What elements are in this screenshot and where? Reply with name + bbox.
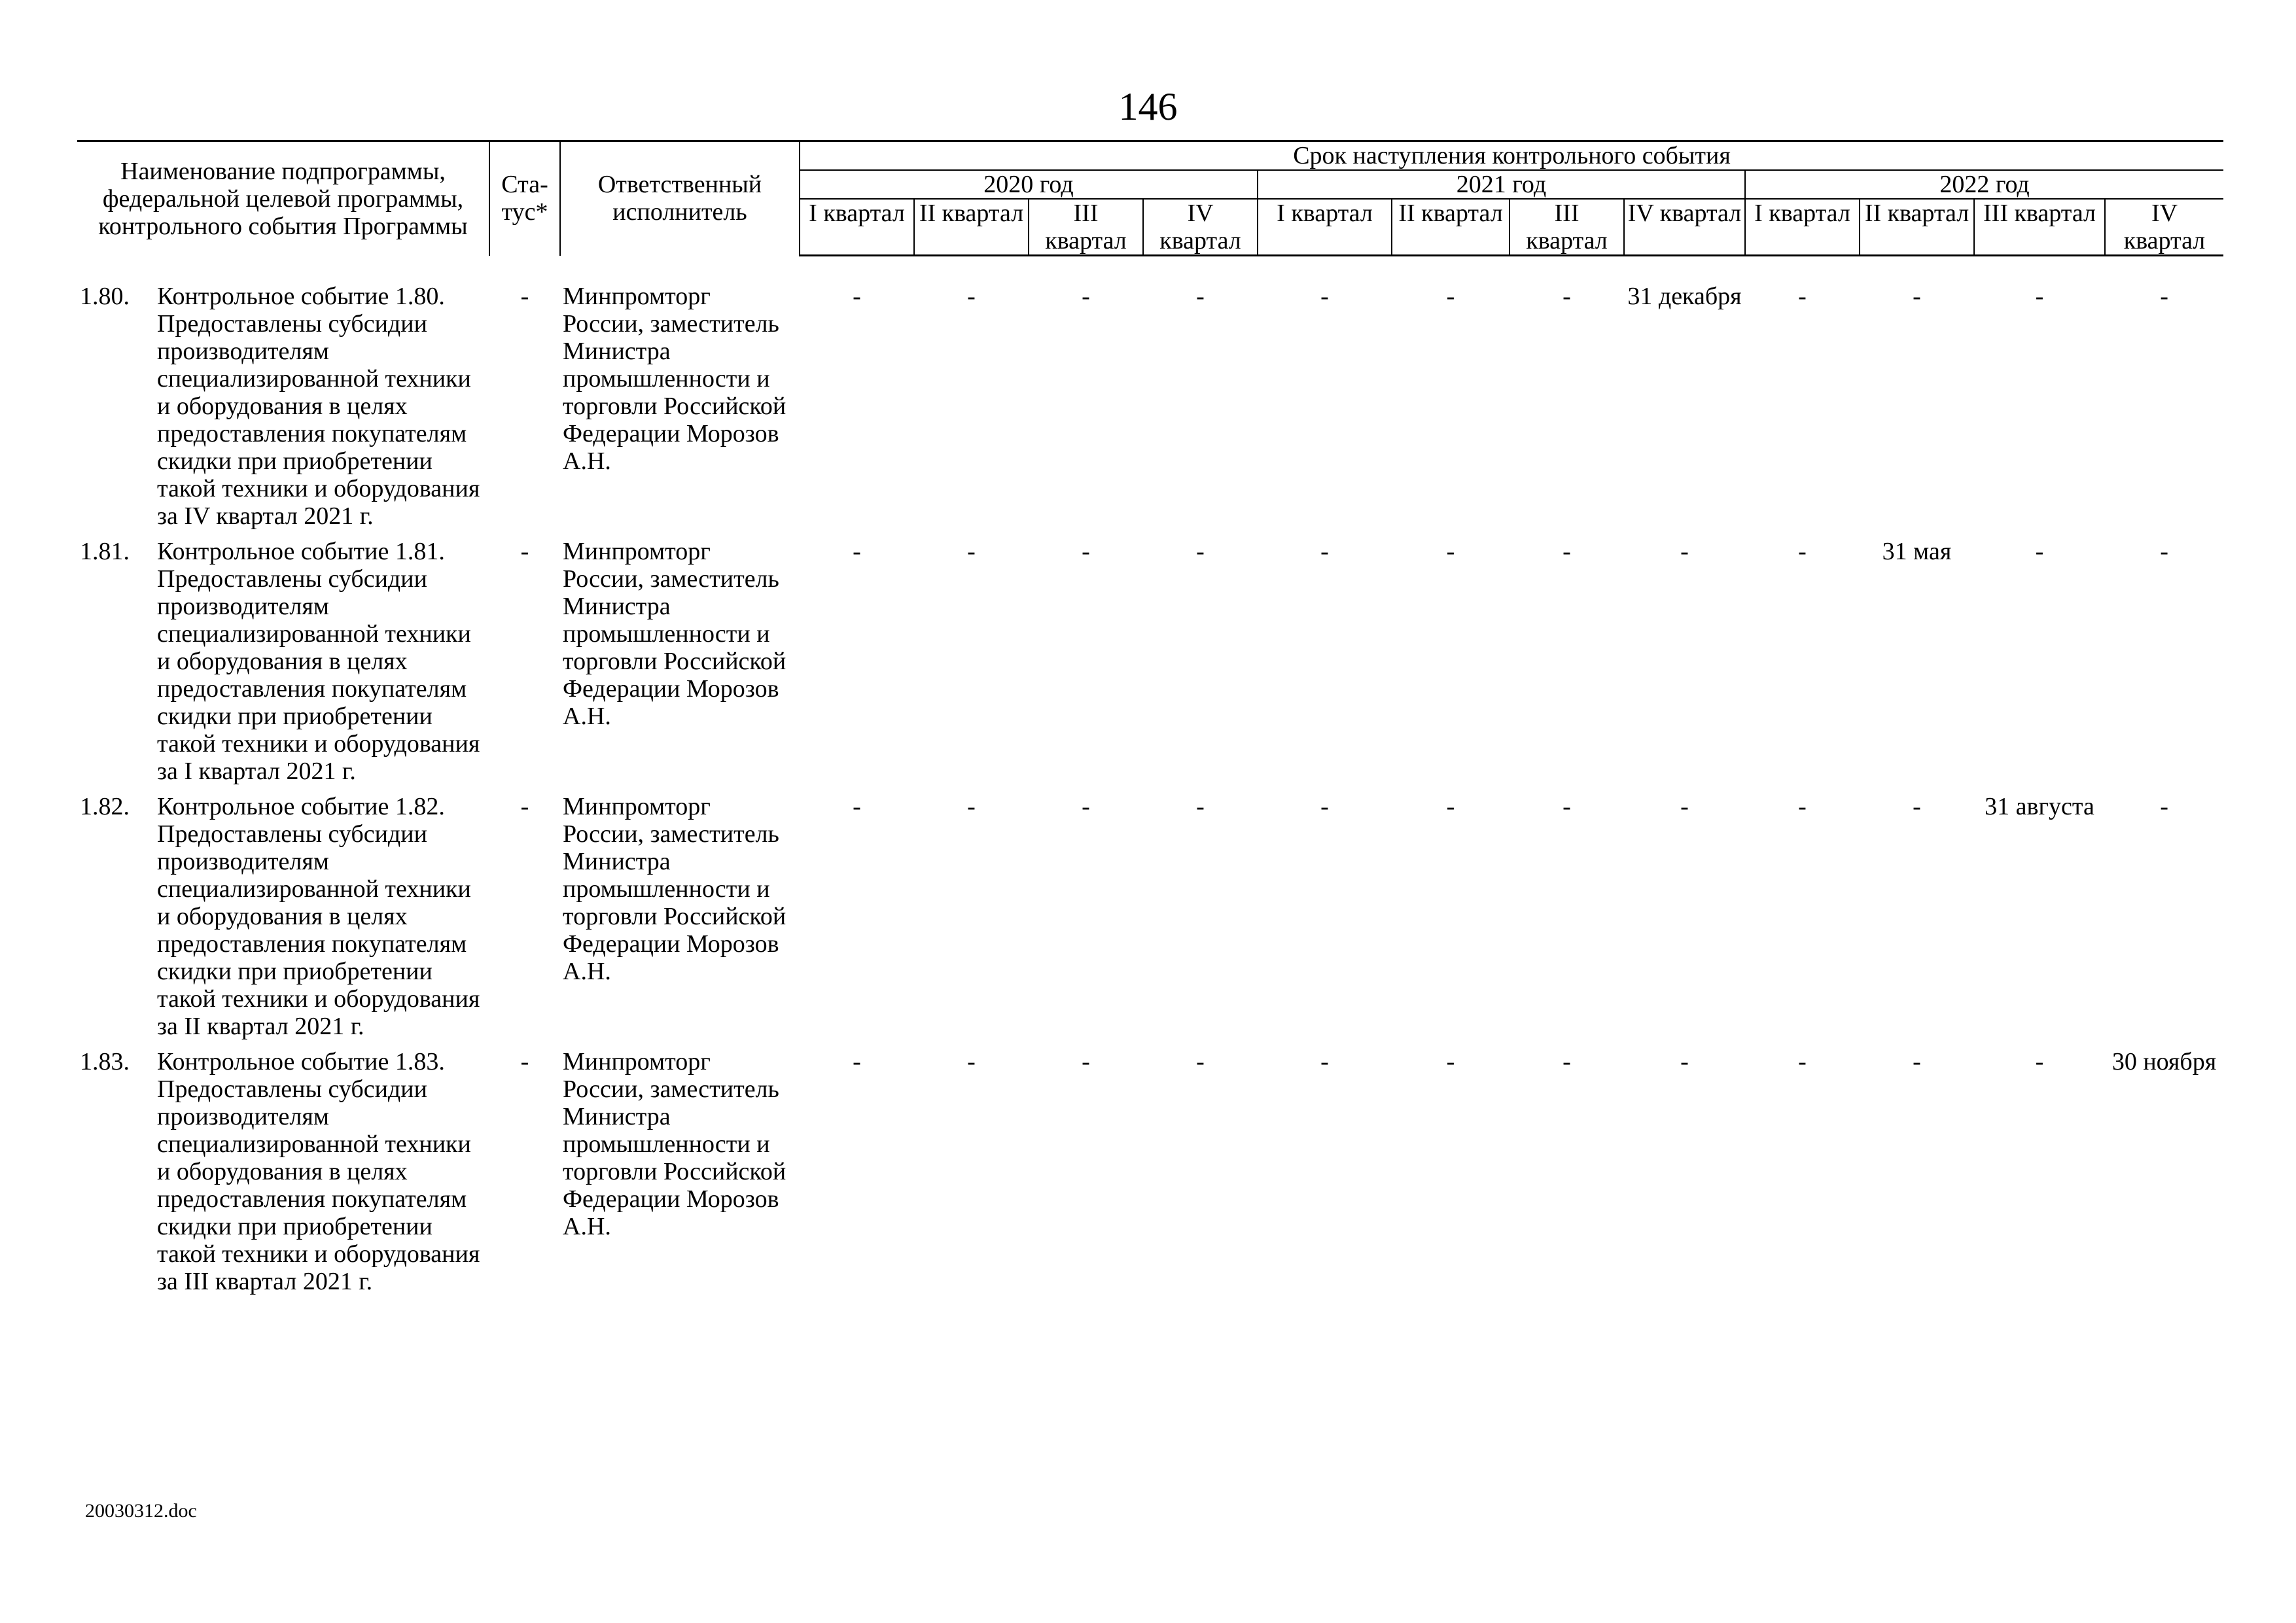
quarter-deadline-cell: - (1913, 283, 1921, 310)
control-events-table (77, 140, 2223, 1303)
header-deadline-group: Срок наступления контрольного события (800, 141, 2223, 171)
quarter-deadline-cell: - (2160, 793, 2168, 820)
quarter-deadline-cell: - (1563, 538, 1571, 565)
quarter-deadline-cell: - (2035, 1048, 2044, 1075)
quarter-deadline-cell: - (1798, 283, 1807, 310)
quarter-deadline-cell: - (2160, 283, 2168, 310)
quarter-deadline-cell: - (1913, 1048, 1921, 1075)
responsible-cell: Минпромторг России, заместитель Министра промышленности и торговли Российской Федерации Морозов А.Н. (563, 793, 786, 985)
header-quarter: IV квартал (1624, 199, 1745, 256)
responsible-cell: Минпромторг России, заместитель Министра промышленности и торговли Российской Федерации Морозов А.Н. (563, 1048, 786, 1240)
header-year-2022: 2022 год (1745, 170, 2223, 199)
header-quarter: IV квартал (1143, 199, 1258, 256)
header-quarter: III квартал (1974, 199, 2105, 256)
quarter-deadline-cell: - (1196, 1048, 1205, 1075)
responsible-cell: Минпромторг России, заместитель Министра промышленности и торговли Российской Федерации Морозов А.Н. (563, 283, 786, 475)
quarter-deadline-cell: - (967, 283, 976, 310)
status-cell: - (520, 793, 529, 820)
quarter-deadline-cell: - (853, 1048, 861, 1075)
header-quarter: III квартал (1510, 199, 1624, 256)
table-header (77, 141, 2223, 256)
quarter-deadline-cell: 31 декабря (1627, 283, 1742, 310)
quarter-deadline-cell: - (1913, 793, 1921, 820)
event-number: 1.83. (80, 1048, 130, 1075)
table-body (77, 256, 2223, 1304)
quarter-deadline-cell: - (1320, 793, 1329, 820)
quarter-deadline-cell: - (1798, 793, 1807, 820)
header-quarter: I квартал (800, 199, 914, 256)
page-number: 146 (1118, 85, 1178, 128)
quarter-deadline-cell: - (1680, 793, 1689, 820)
file-name-footer: 20030312.doc (85, 1500, 197, 1522)
status-cell: - (520, 1048, 529, 1075)
header-quarter: IV квартал (2105, 199, 2223, 256)
quarter-deadline-cell: - (2035, 283, 2044, 310)
event-description: Контрольное событие 1.82. Предоставлены субсидии производителям специализированной техники и оборудования в целях предоставления покупателям скидки при приобретении такой техники и оборудования за II квартал 2021 г. (157, 793, 480, 1040)
quarter-deadline-cell: - (1680, 1048, 1689, 1075)
header-year-2020: 2020 год (800, 170, 1258, 199)
status-cell: - (520, 283, 529, 310)
quarter-deadline-cell: 31 мая (1882, 538, 1952, 565)
quarter-deadline-cell: - (1082, 283, 1090, 310)
quarter-deadline-cell: - (1196, 538, 1205, 565)
quarter-deadline-cell: 31 августа (1985, 793, 2094, 820)
header-quarter: II квартал (914, 199, 1029, 256)
header-name-column: Наименование подпрограммы, федеральной целевой программы, контрольного события Программы (77, 141, 489, 256)
quarter-deadline-cell: - (1798, 1048, 1807, 1075)
quarter-deadline-cell: - (1563, 793, 1571, 820)
quarter-deadline-cell: - (1563, 283, 1571, 310)
table-row (77, 793, 2223, 1048)
quarter-deadline-cell: - (1196, 283, 1205, 310)
responsible-cell: Минпромторг России, заместитель Министра промышленности и торговли Российской Федерации Морозов А.Н. (563, 538, 786, 730)
header-status-column: Ста-тус* (489, 141, 560, 256)
quarter-deadline-cell: - (967, 538, 976, 565)
table-row (77, 283, 2223, 538)
status-cell: - (520, 538, 529, 565)
header-responsible-column: Ответственный исполнитель (560, 141, 800, 256)
quarter-deadline-cell: - (1082, 1048, 1090, 1075)
quarter-deadline-cell: - (1446, 1048, 1455, 1075)
event-description: Контрольное событие 1.83. Предоставлены субсидии производителям специализированной техники и оборудования в целях предоставления покупателям скидки при приобретении такой техники и оборудования за III квартал 2021 г. (157, 1048, 480, 1295)
header-quarter: II квартал (1392, 199, 1510, 256)
header-quarter: I квартал (1745, 199, 1860, 256)
quarter-deadline-cell: - (967, 793, 976, 820)
event-number: 1.81. (80, 538, 130, 565)
header-quarter: III квартал (1029, 199, 1143, 256)
quarter-deadline-cell: - (853, 793, 861, 820)
quarter-deadline-cell: 30 ноября (2111, 1048, 2217, 1075)
quarter-deadline-cell: - (2035, 538, 2044, 565)
quarter-deadline-cell: - (1446, 283, 1455, 310)
quarter-deadline-cell: - (2160, 538, 2168, 565)
quarter-deadline-cell: - (1798, 538, 1807, 565)
quarter-deadline-cell: - (1082, 538, 1090, 565)
table-row (77, 538, 2223, 793)
quarter-deadline-cell: - (1320, 1048, 1329, 1075)
quarter-deadline-cell: - (1320, 538, 1329, 565)
quarter-deadline-cell: - (1196, 793, 1205, 820)
header-year-2021: 2021 год (1258, 170, 1745, 199)
table-row (77, 1048, 2223, 1303)
quarter-deadline-cell: - (967, 1048, 976, 1075)
event-name-cell (77, 793, 489, 1048)
event-number: 1.80. (80, 283, 130, 310)
quarter-deadline-cell: - (853, 283, 861, 310)
header-quarter: I квартал (1258, 199, 1392, 256)
quarter-deadline-cell: - (1082, 793, 1090, 820)
quarter-deadline-cell: - (1446, 793, 1455, 820)
event-name-cell (77, 1048, 489, 1303)
event-name-cell (77, 538, 489, 793)
event-description: Контрольное событие 1.80. Предоставлены субсидии производителям специализированной техники и оборудования в целях предоставления покупателям скидки при приобретении такой техники и оборудования за IV квартал 2021 г. (157, 283, 480, 530)
quarter-deadline-cell: - (1680, 538, 1689, 565)
event-description: Контрольное событие 1.81. Предоставлены субсидии производителям специализированной техники и оборудования в целях предоставления покупателям скидки при приобретении такой техники и оборудования за I квартал 2021 г. (157, 538, 480, 785)
quarter-deadline-cell: - (1446, 538, 1455, 565)
quarter-deadline-cell: - (853, 538, 861, 565)
header-quarter: II квартал (1860, 199, 1974, 256)
quarter-deadline-cell: - (1320, 283, 1329, 310)
event-name-cell (77, 283, 489, 538)
quarter-deadline-cell: - (1563, 1048, 1571, 1075)
event-number: 1.82. (80, 793, 130, 820)
